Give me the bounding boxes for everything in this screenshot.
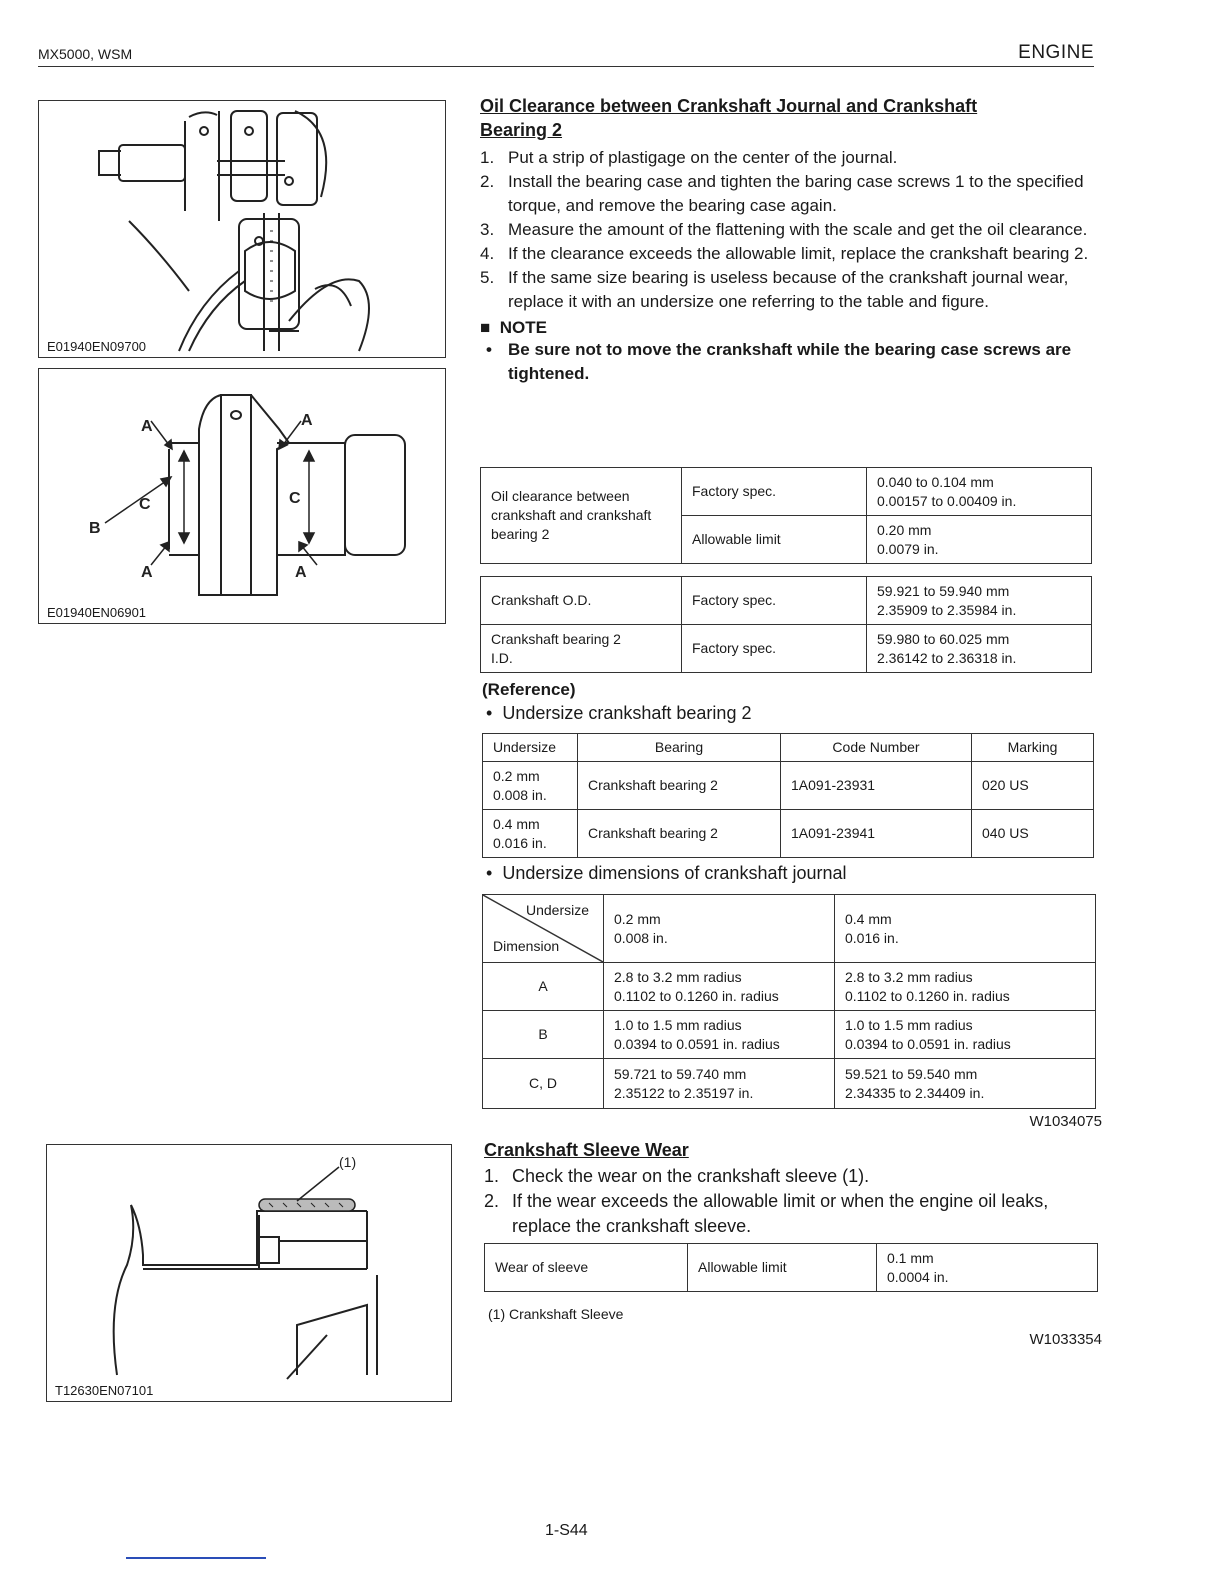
label-a-bottom-right: A <box>295 564 307 581</box>
table-cell-item: Wear of sleeve <box>485 1244 688 1292</box>
table-row <box>483 963 1096 1011</box>
note-text: • Be sure not to move the crankshaft while the bearing case screws are tightened. <box>486 340 1072 383</box>
step: 1. Put a strip of plastigage on the center of the journal. <box>480 148 898 167</box>
table-cell-item: Oil clearance between crankshaft and crankshaft bearing 2 <box>481 468 682 564</box>
table-row <box>483 762 1094 810</box>
table-cell: 59.521 to 59.540 mm 2.34335 to 2.34409 in. <box>835 1059 1096 1109</box>
reference-code: W1034075 <box>1029 1113 1102 1130</box>
table-cell-label: Factory spec. <box>682 577 867 625</box>
undersize-dimensions-table <box>482 894 1096 1109</box>
table-header: 0.4 mm 0.016 in. <box>835 895 1096 963</box>
step: 2. Install the bearing case and tighten the baring case screws 1 to the specified torque, and remove the bearing case again. <box>480 172 1084 215</box>
label-b: B <box>89 520 101 537</box>
table-cell: 1.0 to 1.5 mm radius 0.0394 to 0.0591 in. radius <box>604 1011 835 1059</box>
table-cell-label: Factory spec. <box>682 625 867 673</box>
step: 3. Measure the amount of the flattening with the scale and get the oil clearance. <box>480 220 1088 239</box>
table-cell: 1A091-23931 <box>781 762 972 810</box>
table-cell-item: Crankshaft O.D. <box>481 577 682 625</box>
table-row <box>483 1059 1096 1109</box>
table-cell-item: Crankshaft bearing 2 I.D. <box>481 625 682 673</box>
section-title-line2: Bearing 2 <box>480 120 563 140</box>
header-model: MX5000, WSM <box>38 46 133 62</box>
table-header: Code Number <box>781 734 972 762</box>
reference-bullet-2: • Undersize dimensions of crankshaft journal <box>486 863 847 883</box>
label-sleeve: (1) <box>339 1154 357 1170</box>
table-cell: 59.721 to 59.740 mm 2.35122 to 2.35197 in. <box>604 1059 835 1109</box>
bullet-icon: • <box>486 340 492 359</box>
table-cell: 1A091-23941 <box>781 810 972 858</box>
table-cell: 0.4 mm 0.016 in. <box>483 810 578 858</box>
oil-clearance-table <box>480 467 1092 564</box>
table-cell: 2.8 to 3.2 mm radius 0.1102 to 0.1260 in. radius <box>835 963 1096 1011</box>
page-number: 1-S44 <box>545 1522 588 1539</box>
figure-crankshaft-sleeve <box>46 1144 452 1402</box>
crankshaft-od-table <box>480 576 1092 673</box>
table-corner-cell: Undersize Dimension <box>483 895 604 963</box>
reference-bullet-1: • Undersize crankshaft bearing 2 <box>486 703 752 723</box>
bullet-icon: • <box>486 703 493 723</box>
header-section: ENGINE <box>1018 42 1094 63</box>
sleeve-illustration <box>47 1145 451 1401</box>
label-c-left: C <box>139 496 151 513</box>
procedure-steps <box>484 1164 1104 1239</box>
table-cell-dimension: B <box>483 1011 604 1059</box>
table-cell-value: 0.20 mm 0.0079 in. <box>867 516 1092 564</box>
step: 5. If the same size bearing is useless because of the crankshaft journal wear, replace it with an undersize one referring to the table and figure. <box>480 268 1069 311</box>
table-cell: 0.2 mm 0.008 in. <box>483 762 578 810</box>
table-cell: 1.0 to 1.5 mm radius 0.0394 to 0.0591 in. radius <box>835 1011 1096 1059</box>
figure-code: T12630EN07101 <box>55 1383 154 1398</box>
table-header: Undersize <box>483 734 578 762</box>
note-square-icon: ■ <box>480 318 491 337</box>
reference-code: W1033354 <box>1029 1331 1102 1348</box>
table-cell-dimension: C, D <box>483 1059 604 1109</box>
step: 4. If the clearance exceeds the allowable limit, replace the crankshaft bearing 2. <box>480 244 1089 263</box>
step: 2. If the wear exceeds the allowable limit or when the engine oil leaks, replace the crankshaft sleeve. <box>484 1191 1049 1236</box>
table-cell-value: 0.040 to 0.104 mm 0.00157 to 0.00409 in. <box>867 468 1092 516</box>
bullet-icon: • <box>486 863 493 883</box>
sleeve-wear-table <box>484 1243 1098 1292</box>
figure-code: E01940EN09700 <box>47 339 147 354</box>
step: 1. Check the wear on the crankshaft sleeve (1). <box>484 1166 870 1186</box>
procedure-steps <box>480 146 1094 314</box>
table-header: Bearing <box>578 734 781 762</box>
table-cell-value: 0.1 mm 0.0004 in. <box>877 1244 1098 1292</box>
label-a-top-right: A <box>301 412 313 429</box>
label-a-top-left: A <box>141 418 153 435</box>
table-cell-dimension: A <box>483 963 604 1011</box>
sleeve-section <box>484 1138 1104 1239</box>
table-cell: Crankshaft bearing 2 <box>578 762 781 810</box>
table-cell: 040 US <box>972 810 1094 858</box>
label-a-bottom-left: A <box>141 564 153 581</box>
figure-legend: (1) Crankshaft Sleeve <box>488 1306 624 1322</box>
journal-dimension-diagram <box>39 369 445 623</box>
note-heading: ■ NOTE <box>480 318 547 337</box>
plastigage-illustration <box>39 101 445 357</box>
section-title: Crankshaft Sleeve Wear <box>484 1140 689 1160</box>
table-header: Marking <box>972 734 1094 762</box>
table-cell-label: Allowable limit <box>688 1244 877 1292</box>
figure-plastigage-measurement <box>38 100 446 358</box>
table-cell: Crankshaft bearing 2 <box>578 810 781 858</box>
table-cell-label: Allowable limit <box>682 516 867 564</box>
table-row <box>483 810 1094 858</box>
table-cell-label: Factory spec. <box>682 468 867 516</box>
table-cell: 2.8 to 3.2 mm radius 0.1102 to 0.1260 in. radius <box>604 963 835 1011</box>
section-title-line1: Oil Clearance between Crankshaft Journal and Crankshaft <box>480 96 978 116</box>
table-row <box>483 1011 1096 1059</box>
table-cell-value: 59.980 to 60.025 mm 2.36142 to 2.36318 in. <box>867 625 1092 673</box>
footer-link-underline <box>126 1557 266 1559</box>
label-c-right: C <box>289 490 301 507</box>
header-rule <box>38 66 1094 67</box>
table-header: 0.2 mm 0.008 in. <box>604 895 835 963</box>
figure-code: E01940EN06901 <box>47 605 147 620</box>
undersize-bearing-table <box>482 733 1094 858</box>
oil-clearance-section <box>480 94 1094 386</box>
reference-heading: (Reference) <box>482 680 576 699</box>
table-cell-value: 59.921 to 59.940 mm 2.35909 to 2.35984 in. <box>867 577 1092 625</box>
table-cell: 020 US <box>972 762 1094 810</box>
figure-journal-dimensions <box>38 368 446 624</box>
